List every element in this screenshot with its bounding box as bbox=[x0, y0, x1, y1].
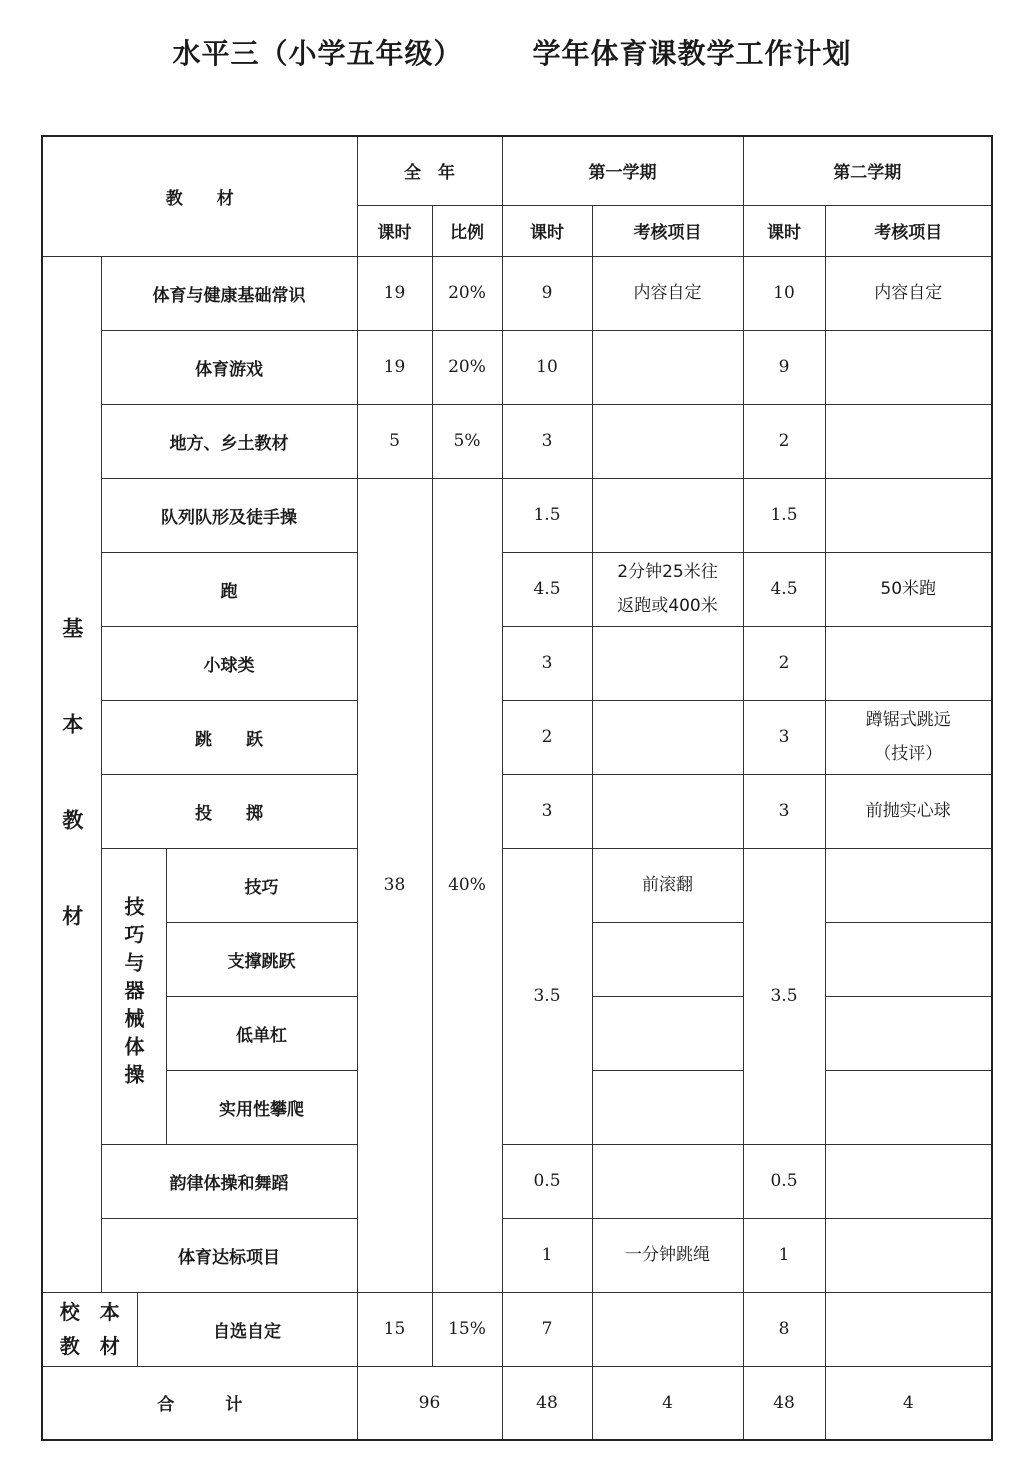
s1-hours: 3 bbox=[502, 626, 592, 700]
total-s2-assessment: 4 bbox=[825, 1366, 992, 1440]
row-name: 队列队形及徒手操 bbox=[101, 478, 357, 552]
header-s1-assessment: 考核项目 bbox=[592, 205, 743, 256]
row-name: 技巧 bbox=[166, 848, 357, 922]
header-s1-hours: 课时 bbox=[502, 205, 592, 256]
s1-hours: 7 bbox=[502, 1292, 592, 1366]
s1-hours: 2 bbox=[502, 700, 592, 774]
s2-assessment-line-1: 蹲锯式跳远 bbox=[865, 710, 951, 730]
year-hours: 15 bbox=[357, 1292, 432, 1366]
s1-assessment-line-1: 2分钟25米往 bbox=[617, 562, 718, 582]
year-ratio: 15% bbox=[432, 1292, 502, 1366]
s2-assessment: 50米跑 bbox=[825, 552, 992, 626]
title-level: 水平三（小学五年级） bbox=[172, 37, 463, 70]
year-hours: 19 bbox=[357, 256, 432, 330]
row-name: 体育达标项目 bbox=[101, 1218, 357, 1292]
table-row bbox=[42, 404, 992, 478]
s1-assessment bbox=[592, 626, 743, 700]
s1-assessment bbox=[592, 478, 743, 552]
s1-assessment bbox=[592, 700, 743, 774]
s2-hours: 8 bbox=[743, 1292, 825, 1366]
row-name: 跳 跃 bbox=[101, 700, 357, 774]
s1-assessment bbox=[592, 1292, 743, 1366]
group-school-line-1: 校 本 bbox=[59, 1300, 120, 1324]
year-ratio-merged: 40% bbox=[432, 478, 502, 1292]
row-name: 小球类 bbox=[101, 626, 357, 700]
s2-assessment bbox=[825, 626, 992, 700]
table-row bbox=[42, 848, 992, 922]
table-row bbox=[42, 1218, 992, 1292]
s2-hours: 4.5 bbox=[743, 552, 825, 626]
s1-assessment-line-2: 返跑或400米 bbox=[617, 596, 718, 616]
s2-hours: 2 bbox=[743, 404, 825, 478]
total-s1-hours: 48 bbox=[502, 1366, 592, 1440]
total-s1-assessment: 4 bbox=[592, 1366, 743, 1440]
table-row bbox=[42, 1144, 992, 1218]
year-ratio: 20% bbox=[432, 256, 502, 330]
row-name: 实用性攀爬 bbox=[166, 1070, 357, 1144]
row-name: 体育与健康基础常识 bbox=[101, 256, 357, 330]
s2-assessment bbox=[825, 404, 992, 478]
total-label: 合 计 bbox=[42, 1366, 357, 1440]
s1-hours: 4.5 bbox=[502, 552, 592, 626]
group-basic-materials bbox=[42, 256, 101, 1292]
s1-assessment bbox=[592, 552, 743, 626]
page-title bbox=[0, 32, 1024, 72]
s1-assessment bbox=[592, 922, 743, 996]
table-row bbox=[42, 700, 992, 774]
s2-hours: 9 bbox=[743, 330, 825, 404]
total-s2-hours: 48 bbox=[743, 1366, 825, 1440]
header-s2-hours: 课时 bbox=[743, 205, 825, 256]
s1-assessment bbox=[592, 996, 743, 1070]
s2-assessment bbox=[825, 922, 992, 996]
header-row-1 bbox=[42, 136, 992, 205]
header-s2-assessment: 考核项目 bbox=[825, 205, 992, 256]
year-hours: 19 bbox=[357, 330, 432, 404]
s1-assessment: 前滚翻 bbox=[592, 848, 743, 922]
header-semester-1: 第一学期 bbox=[502, 136, 743, 205]
s2-assessment bbox=[825, 1292, 992, 1366]
header-semester-2: 第二学期 bbox=[743, 136, 992, 205]
s1-assessment bbox=[592, 330, 743, 404]
s2-hours: 1.5 bbox=[743, 478, 825, 552]
table-row bbox=[42, 330, 992, 404]
row-name: 自选自定 bbox=[137, 1292, 357, 1366]
s1-hours: 3 bbox=[502, 774, 592, 848]
total-row bbox=[42, 1366, 992, 1440]
s2-assessment bbox=[825, 848, 992, 922]
table-row bbox=[42, 478, 992, 552]
total-year: 96 bbox=[357, 1366, 502, 1440]
header-whole-year: 全 年 bbox=[357, 136, 502, 205]
s2-hours: 3 bbox=[743, 700, 825, 774]
s1-assessment bbox=[592, 774, 743, 848]
s1-hours: 1.5 bbox=[502, 478, 592, 552]
row-name: 投 掷 bbox=[101, 774, 357, 848]
s1-hours: 0.5 bbox=[502, 1144, 592, 1218]
header-material: 教 材 bbox=[42, 136, 357, 256]
s2-assessment-line-2: （技评） bbox=[874, 744, 943, 764]
s1-hours: 9 bbox=[502, 256, 592, 330]
group-tech-label: 技巧与器械体操 bbox=[121, 895, 145, 1092]
s2-assessment bbox=[825, 700, 992, 774]
s2-hours: 2 bbox=[743, 626, 825, 700]
row-name: 地方、乡土教材 bbox=[101, 404, 357, 478]
year-ratio: 20% bbox=[432, 330, 502, 404]
group-school-materials bbox=[42, 1292, 137, 1366]
s2-assessment bbox=[825, 1144, 992, 1218]
table-row bbox=[42, 256, 992, 330]
s1-assessment: 内容自定 bbox=[592, 256, 743, 330]
s2-assessment: 内容自定 bbox=[825, 256, 992, 330]
row-name: 韵律体操和舞蹈 bbox=[101, 1144, 357, 1218]
s2-hours-tech: 3.5 bbox=[743, 848, 825, 1144]
header-year-hours: 课时 bbox=[357, 205, 432, 256]
header-year-ratio: 比例 bbox=[432, 205, 502, 256]
s1-hours: 10 bbox=[502, 330, 592, 404]
row-name: 低单杠 bbox=[166, 996, 357, 1070]
s2-assessment bbox=[825, 330, 992, 404]
row-name: 支撑跳跃 bbox=[166, 922, 357, 996]
s2-assessment bbox=[825, 478, 992, 552]
s1-assessment bbox=[592, 1144, 743, 1218]
s2-assessment bbox=[825, 1218, 992, 1292]
s2-hours: 3 bbox=[743, 774, 825, 848]
s1-assessment bbox=[592, 1070, 743, 1144]
group-basic-label: 基本教材 bbox=[59, 617, 84, 1001]
s2-hours: 1 bbox=[743, 1218, 825, 1292]
s2-hours: 10 bbox=[743, 256, 825, 330]
group-school-line-2: 教 材 bbox=[59, 1334, 120, 1358]
s1-assessment: 一分钟跳绳 bbox=[592, 1218, 743, 1292]
teaching-plan-table bbox=[41, 135, 993, 1441]
title-plan: 学年体育课教学工作计划 bbox=[532, 37, 852, 70]
table-row bbox=[42, 552, 992, 626]
s2-assessment: 前抛实心球 bbox=[825, 774, 992, 848]
s1-hours: 1 bbox=[502, 1218, 592, 1292]
group-tech-gymnastics bbox=[101, 848, 166, 1144]
year-ratio: 5% bbox=[432, 404, 502, 478]
year-hours-merged: 38 bbox=[357, 478, 432, 1292]
s1-assessment bbox=[592, 404, 743, 478]
s2-assessment bbox=[825, 996, 992, 1070]
s2-hours: 0.5 bbox=[743, 1144, 825, 1218]
table-row bbox=[42, 626, 992, 700]
s2-assessment bbox=[825, 1070, 992, 1144]
row-name: 跑 bbox=[101, 552, 357, 626]
year-hours: 5 bbox=[357, 404, 432, 478]
table-row bbox=[42, 1292, 992, 1366]
s1-hours-tech: 3.5 bbox=[502, 848, 592, 1144]
table-row bbox=[42, 774, 992, 848]
s1-hours: 3 bbox=[502, 404, 592, 478]
row-name: 体育游戏 bbox=[101, 330, 357, 404]
